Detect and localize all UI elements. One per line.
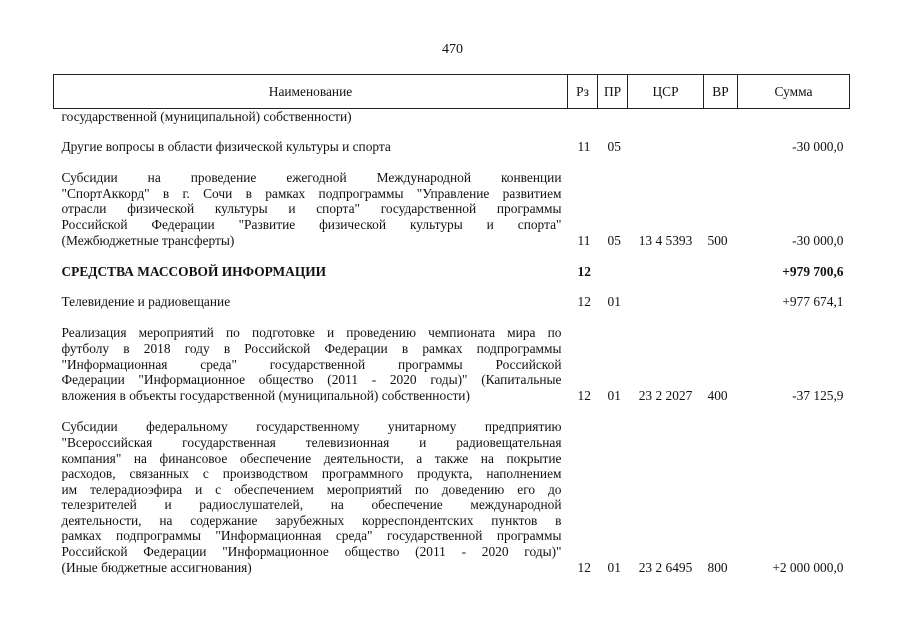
row-name-line: "Всероссийская государственная телевизионная и радиовещательная (61, 434, 562, 450)
row-csr (628, 109, 704, 125)
row-name-line: "Информационная среда" государственной программы Российской (61, 356, 562, 372)
page-number: 470 (442, 42, 463, 57)
row-name-line: компания" на финансовое обеспечение деятельности, а также на покрытие (61, 450, 562, 466)
header-csr: ЦСР (628, 75, 704, 109)
table-row (54, 280, 850, 310)
row-sum: -37 125,9 (792, 387, 844, 403)
row-name-line: им телерадиоэфира и с обеспечением мероприятий по доведению его до (61, 481, 562, 497)
table-row (54, 109, 850, 125)
row-name (54, 154, 568, 248)
row-name-line: расходов, связанных с производством программного продукта, наполнением (61, 466, 562, 482)
row-csr: 23 2 6495 (638, 559, 693, 575)
row-name-line: Федерации "Информационное общество (2011 - 2020 годы)" (Капитальные (61, 372, 562, 388)
row-pr: 01 (607, 293, 621, 309)
row-vr: 400 (707, 387, 728, 403)
row-csr (628, 280, 704, 310)
row-pr: 01 (607, 387, 621, 403)
table-row (54, 154, 850, 248)
row-name-line: отрасли физической культуры и спорта" государственной программы (61, 201, 562, 217)
row-pr (598, 109, 628, 125)
table-header-row (54, 75, 850, 109)
row-vr (704, 109, 738, 125)
row-name-line: футболу в 2018 году в Российской Федерации в рамках подпрограммы (61, 340, 562, 356)
header-name: Наименование (54, 75, 568, 109)
row-rz (568, 109, 598, 125)
row-rz: 11 (577, 138, 591, 154)
row-name-line: "СпортАккорд" в г. Сочи в рамках подпрограммы "Управление развитием (61, 185, 562, 201)
row-csr (628, 125, 704, 155)
row-pr: 05 (607, 232, 621, 248)
row-name-line: Телевидение и радиовещание (61, 293, 231, 309)
row-csr: 23 2 2027 (638, 387, 693, 403)
row-name-line: рамках подпрограммы "Информационная среда" государственной программы (61, 528, 562, 544)
row-name (54, 403, 568, 575)
row-csr: 13 4 5393 (638, 232, 693, 248)
row-name-line: телезрителей и радиослушателей, на обеспечение международной (61, 497, 562, 513)
row-name-line: Реализация мероприятий по подготовке и проведению чемпионата мира по (61, 325, 562, 341)
row-name-line: Российской Федерации "Информационное общество (2011 - 2020 годы)" (61, 544, 562, 560)
header-rz: Рз (568, 75, 598, 109)
row-name-line: вложения в объекты государственной (муниципальной) собственности) (61, 387, 470, 403)
row-name (54, 280, 568, 310)
row-name-line: государственной (муниципальной) собственности) (61, 109, 352, 124)
header-vr: ВР (704, 75, 738, 109)
row-pr: 05 (607, 138, 621, 154)
row-rz: 11 (577, 232, 591, 248)
row-csr (628, 248, 704, 280)
row-rz: 12 (577, 387, 591, 403)
row-name (54, 109, 568, 125)
row-sum: +979 700,6 (782, 264, 844, 280)
row-sum: -30 000,0 (792, 138, 844, 154)
header-sum: Сумма (738, 75, 850, 109)
row-vr (704, 125, 738, 155)
table-row (54, 248, 850, 280)
row-name-line: (Межбюджетные трансферты) (61, 232, 235, 248)
row-name (54, 248, 568, 280)
header-pr: ПР (598, 75, 628, 109)
row-name-line: Другие вопросы в области физической культуры и спорта (61, 138, 391, 154)
row-pr: 01 (607, 559, 621, 575)
row-pr (598, 248, 628, 280)
table-row (54, 125, 850, 155)
row-rz: 12 (577, 559, 591, 575)
row-sum: +977 674,1 (782, 293, 844, 309)
row-sum (738, 109, 850, 125)
row-rz: 12 (577, 264, 591, 280)
row-name-line: деятельности, на содержание зарубежных корреспондентских пунктов в (61, 512, 562, 528)
row-name-line: Субсидии на проведение ежегодной Международной конвенции (61, 170, 562, 186)
row-name (54, 125, 568, 155)
row-rz: 12 (577, 293, 591, 309)
row-name (54, 309, 568, 403)
table-row (54, 403, 850, 575)
row-name-line: (Иные бюджетные ассигнования) (61, 559, 252, 575)
row-name-line: Российской Федерации "Развитие физической культуры и спорта" (61, 216, 562, 232)
row-name-line: СРЕДСТВА МАССОВОЙ ИНФОРМАЦИИ (61, 264, 327, 280)
row-vr: 800 (707, 559, 728, 575)
row-vr (704, 280, 738, 310)
table-row (54, 309, 850, 403)
row-sum: -30 000,0 (792, 232, 844, 248)
row-sum: +2 000 000,0 (772, 559, 844, 575)
budget-table (53, 74, 850, 575)
row-vr: 500 (707, 232, 728, 248)
row-name-line: Субсидии федеральному государственному унитарному предприятию (61, 419, 562, 435)
row-vr (704, 248, 738, 280)
